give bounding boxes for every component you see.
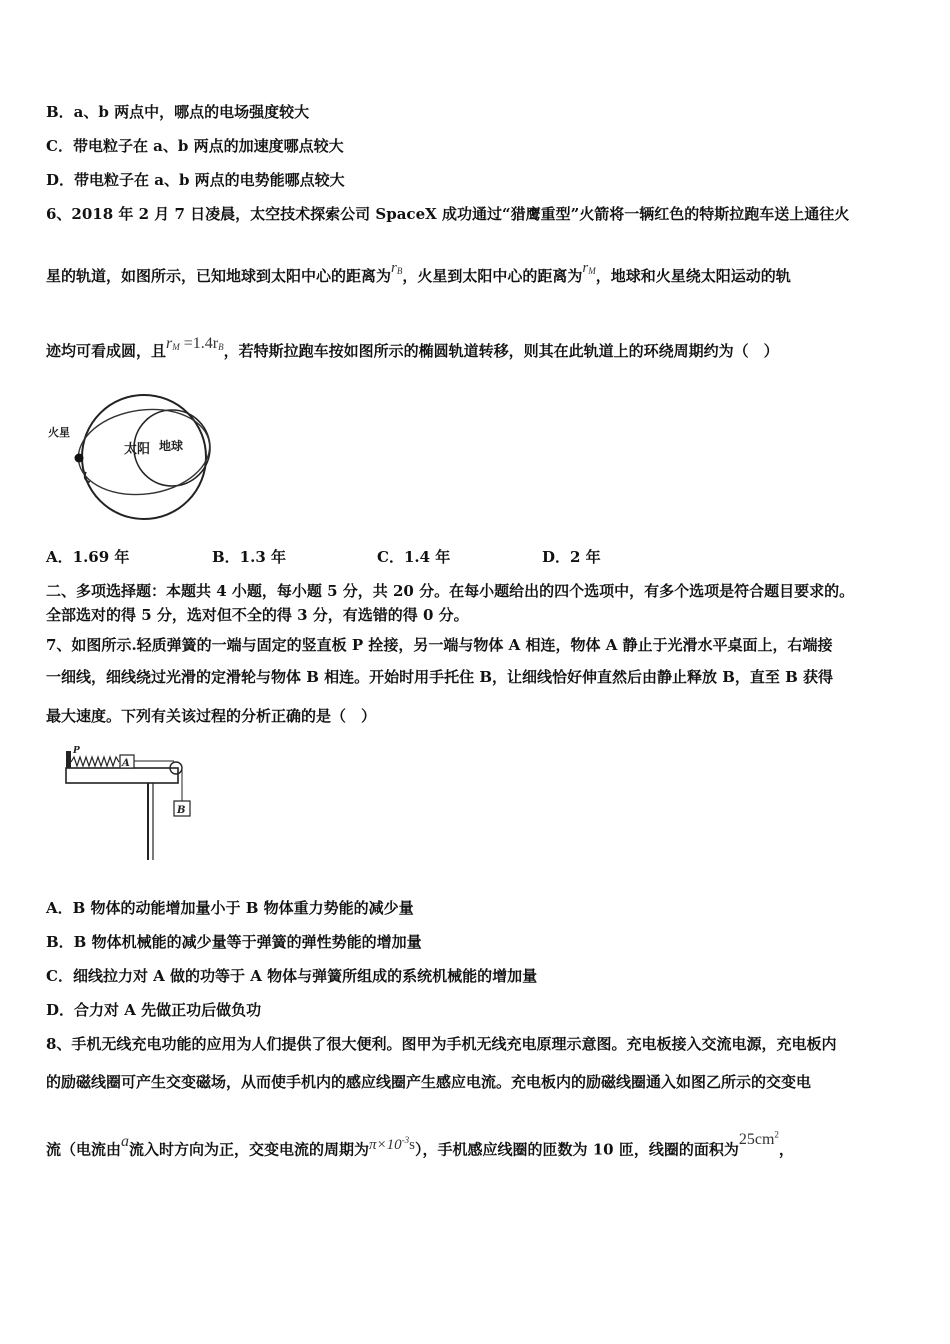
q6-stem-line1: 6、2018 年 2 月 7 日凌晨，太空技术探索公司 SpaceX 成功通过“猎鹰重型”火箭将一辆红色的特斯拉跑车送上通往火 bbox=[46, 205, 850, 223]
spring-pulley-figure bbox=[52, 745, 202, 865]
earth-label: 地球 bbox=[159, 439, 184, 453]
q7-option-a: A．B 物体的动能增加量小于 B 物体重力势能的减少量 bbox=[46, 899, 414, 917]
block-a-label: A bbox=[122, 758, 130, 769]
q8-text: 流入时方向为正，交变电流的周期为 bbox=[129, 1140, 370, 1159]
radius-equation: $r_M =1.4r_B$ bbox=[166, 335, 224, 352]
q7-option-c: C．细线拉力对 A 做的功等于 A 物体与弹簧所组成的系统机械能的增加量 bbox=[46, 967, 538, 985]
area-value: $25cm^2$ bbox=[738, 1130, 779, 1149]
q8-text: ），手机感应线圈的匝数为 10 匝，线圈的面积为 bbox=[415, 1140, 739, 1159]
q6-text: 星的轨道，如图所示，已知地球到太阳中心的距离为 bbox=[46, 267, 392, 285]
q8-text: ， bbox=[778, 1140, 794, 1159]
q5-option-c: C．带电粒子在 a、b 两点的加速度哪点较大 bbox=[46, 137, 344, 155]
mars-dot bbox=[75, 454, 84, 463]
q7-stem-line3: 最大速度。下列有关该过程的分析正确的是（ ） bbox=[46, 707, 377, 725]
q5-option-d: D．带电粒子在 a、b 两点的电势能哪点较大 bbox=[46, 171, 345, 189]
q7-stem-line1: 7、如图所示.轻质弹簧的一端与固定的竖直板 P 拴接，另一端与物体 A 相连，物体 A 静止于光滑水平桌面上，右端接 bbox=[46, 636, 833, 654]
q6-stem-line3 bbox=[46, 335, 779, 366]
q7-option-d: D．合力对 A 先做正功后做负功 bbox=[46, 1001, 262, 1019]
sun-label: 太阳 bbox=[124, 442, 151, 457]
q6-text: ，火星到太阳中心的距离为 bbox=[402, 267, 583, 285]
spring bbox=[71, 757, 119, 766]
q6-option-a: A．1.69 年 bbox=[46, 548, 130, 566]
q6-text: ，地球和火星绕太阳运动的轨 bbox=[595, 267, 791, 285]
plate-p bbox=[66, 751, 71, 768]
plate-p-label: P bbox=[73, 746, 80, 756]
r-mars-symbol: $r_M$ bbox=[582, 260, 596, 276]
q6-option-d: D．2 年 bbox=[542, 548, 601, 566]
q8-text: 流（电流由 bbox=[46, 1140, 122, 1159]
q8-stem-line1: 8、手机无线充电功能的应用为人们提供了很大便利。图甲为手机无线充电原理示意图。充电板接入交流电源，充电板内 bbox=[46, 1035, 837, 1053]
q8-stem-line2: 的励磁线圈可产生交变磁场，从而使手机内的感应线圈产生感应电流。充电板内的励磁线圈通入如图乙所示的交变电 bbox=[46, 1073, 812, 1091]
a-variable: a bbox=[121, 1133, 130, 1151]
period-value: $\pi\times 10^{-3}s$ bbox=[369, 1135, 416, 1154]
q8-stem-line3 bbox=[46, 1130, 794, 1161]
q5-option-b: B．a、b 两点中，哪点的电场强度较大 bbox=[46, 103, 310, 121]
r-earth-symbol: $r_B$ bbox=[391, 260, 403, 276]
section2-instructions-line1: 二、多项选择题：本题共 4 小题，每小题 5 分，共 20 分。在每小题给出的四个选项中，有多个选项是符合题目要求的。 bbox=[46, 582, 855, 600]
q6-text: 迹均可看成圆，且 bbox=[46, 342, 167, 360]
q6-stem-line2 bbox=[46, 260, 791, 291]
table-top bbox=[66, 768, 178, 783]
orbit-figure bbox=[46, 392, 226, 527]
mars-label: 火星 bbox=[48, 426, 70, 439]
q7-stem-line2: 一细线，细线绕过光滑的定滑轮与物体 B 相连。开始时用手托住 B，让细线恰好伸直然后由静止释放 B，直至 B 获得 bbox=[46, 668, 834, 686]
block-b-label: B bbox=[177, 805, 186, 816]
section2-instructions-line2: 全部选对的得 5 分，选对但不全的得 3 分，有选错的得 0 分。 bbox=[46, 606, 469, 624]
q6-text: ，若特斯拉跑车按如图所示的椭圆轨道转移，则其在此轨道上的环绕周期约为（ ） bbox=[223, 342, 779, 360]
q7-option-b: B．B 物体机械能的减少量等于弹簧的弹性势能的增加量 bbox=[46, 933, 422, 951]
q6-option-b: B．1.3 年 bbox=[212, 548, 286, 566]
q6-option-c: C．1.4 年 bbox=[377, 548, 451, 566]
